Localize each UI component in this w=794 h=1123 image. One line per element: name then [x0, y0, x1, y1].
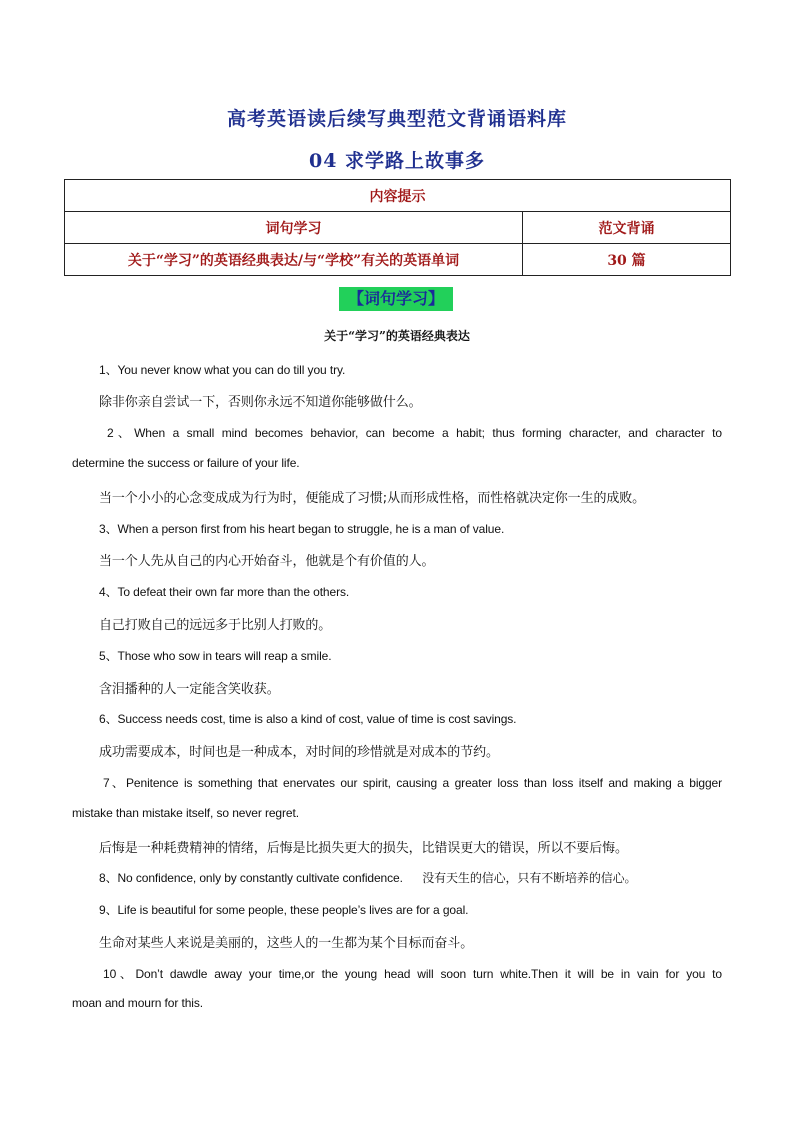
table-cell: 范文背诵: [523, 212, 731, 244]
text-line: 8、No confidence, only by constantly cultivate confidence. 没有天生的信心，只有不断培养的信心。: [99, 871, 637, 885]
text-line: 除非你亲自尝试一下，否则你永远不知道你能够做什么。: [99, 395, 422, 410]
text-line: 6、Success needs cost, time is also a kind of cost, value of time is cost savings.: [99, 712, 517, 726]
table-cell: 关于“学习”的英语经典表达/与“学校”有关的英语单词: [65, 244, 523, 276]
text-line: 当一个小小的心念变成成为行为时，便能成了习惯;从而形成性格，而性格就决定你一生的成败。: [99, 491, 646, 506]
text-line: determine the success or failure of your life.: [72, 456, 300, 470]
section-tag: 【词句学习】: [339, 287, 453, 311]
text-line: 7、Penitence is something that enervates our spirit, causing a greater loss than loss itself and making a bigger: [103, 776, 722, 790]
section-heading: 关于“学习”的英语经典表达: [324, 329, 470, 343]
table-header-cell: 内容提示: [65, 180, 731, 212]
text-line: 生命对某些人来说是美丽的，这些人的一生都为某个目标而奋斗。: [99, 936, 474, 951]
table-cell: 30 篇: [523, 244, 731, 276]
text-line: 当一个人先从自己的内心开始奋斗，他就是个有价值的人。: [99, 554, 435, 569]
table-row: [65, 180, 731, 212]
content-hint-table: [64, 179, 731, 276]
text-line: moan and mourn for this.: [72, 996, 204, 1010]
text-line: 含泪播种的人一定能含笑收获。: [99, 682, 280, 697]
text-line: 2、When a small mind becomes behavior, can become a habit; thus forming character, and character to: [107, 426, 722, 440]
document-title: 高考英语读后续写典型范文背诵语料库: [226, 108, 567, 130]
text-line: 自己打败自己的远远多于比别人打败的。: [99, 618, 332, 633]
text-line: 3、When a person first from his heart began to struggle, he is a man of value.: [99, 522, 505, 536]
text-line: 9、Life is beautiful for some people, these people’s lives are for a goal.: [99, 903, 469, 917]
text-line: 1、You never know what you can do till you try.: [99, 363, 346, 377]
text-line: 10、Don’t dawdle away your time,or the young head will soon turn white.Then it will be in vain for you to: [103, 967, 722, 981]
text-line: 后悔是一种耗费精神的情绪，后悔是比损失更大的损失，比错误更大的错误，所以不要后悔。: [99, 841, 628, 856]
text-line: mistake than mistake itself, so never regret.: [72, 806, 299, 820]
table-row: [65, 212, 731, 244]
table-row: [65, 244, 731, 276]
document-subtitle: 04 求学路上故事多: [308, 150, 486, 172]
text-line: 5、Those who sow in tears will reap a smile.: [99, 649, 332, 663]
text-line: 4、To defeat their own far more than the others.: [99, 585, 350, 599]
text-line: 成功需要成本，时间也是一种成本，对时间的珍惜就是对成本的节约。: [99, 745, 499, 760]
table-cell: 词句学习: [65, 212, 523, 244]
